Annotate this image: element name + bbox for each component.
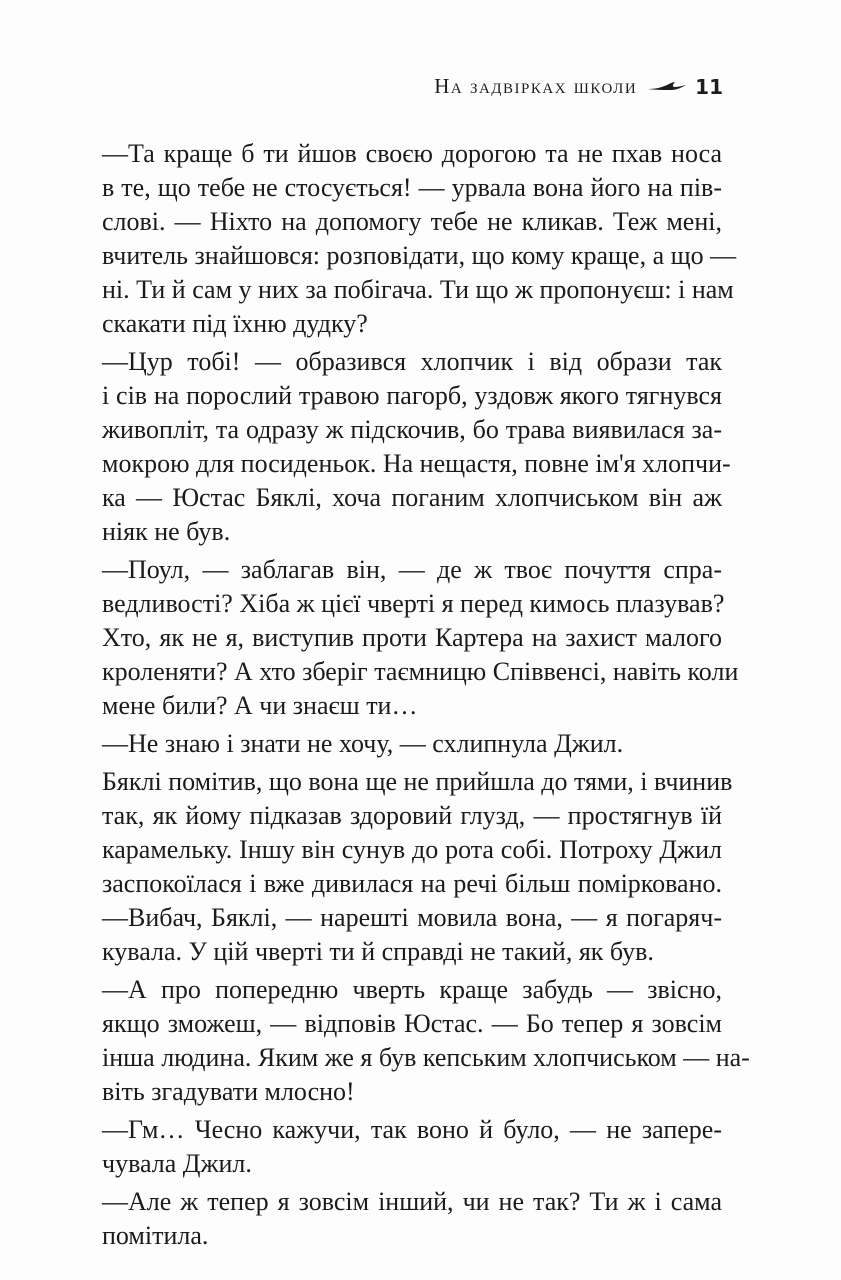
text-line: —А про попередню чверть краще забудь — звісно,: [102, 975, 722, 1004]
text-line: карамельку. Іншу він сунув до рота собі. Потроху Джил: [102, 835, 722, 864]
text-line: віть згадувати млосно!: [102, 1077, 355, 1106]
text-line: заспокоїлася і вже дивилася на речі більш поміркованo.: [102, 869, 722, 898]
text-line: скакати під їхню дудку?: [102, 309, 368, 338]
text-line: —Цур тобі! — образився хлопчик і від образи так: [102, 347, 722, 376]
text-line: слові. — Ніхто на допомогу тебе не кликав. Теж мені,: [102, 207, 722, 236]
text-line: Бяклі помітив, що вона ще не прийшла до тями, і вчинив: [102, 767, 733, 796]
text-line: —Гм… Чесно кажучи, так воно й було, — не запере-: [102, 1115, 722, 1144]
text-line: ка — Юстас Бяклі, хоча поганим хлопчиськом він аж: [102, 483, 722, 512]
text-line: кувала. У цій чверті ти й справді не такий, як був.: [102, 937, 654, 966]
text-line: помітила.: [102, 1221, 209, 1250]
chapter-title: На задвірках школи: [434, 74, 638, 98]
text-line: і сів на порослий травою пагорб, уздовж якого тягнувся: [102, 381, 722, 410]
text-line: вчитель знайшовся: розповідати, що кому краще, а що —: [102, 241, 737, 270]
text-line: живопліт, та одразу ж підскочив, бо трава виявилася за-: [102, 415, 722, 444]
text-line: мокрою для посиденьок. На нещастя, повне ім'я хлопчи-: [102, 449, 731, 478]
text-line: інша людина. Яким же я був кепським хлопчиськом — на-: [102, 1043, 750, 1072]
text-line: ніяк не був.: [102, 517, 231, 546]
text-line: кроленяти? А хто зберіг таємницю Співвенсі, навіть коли: [102, 657, 739, 686]
text-line: ведливості? Хіба ж цієї чверті я перед кимось плазував?: [102, 589, 725, 618]
text-line: мене били? А чи знаєш ти…: [102, 691, 418, 720]
text-line: —Та краще б ти йшов своєю дорогою та не пхав носа: [102, 139, 722, 168]
text-line: так, як йому підказав здоровий глузд, — простягнув їй: [102, 801, 722, 830]
text-line: —Поул, — заблагав він, — де ж твоє почуття спра-: [102, 555, 722, 584]
running-header: [434, 74, 723, 99]
text-line: ні. Ти й сам у них за побігача. Ти що ж пропонуєш: і нам: [102, 275, 734, 304]
body-text: [102, 137, 750, 1253]
text-line: —Не знаю і знати не хочу, — схлипнула Джил.: [102, 729, 624, 758]
text-line: Хто, як не я, виступив проти Картера на захист малого: [102, 623, 722, 652]
flying-bird-icon: [647, 80, 687, 94]
text-line: —Але ж тепер я зовсім інший, чи не так? Ти ж і сама: [102, 1187, 722, 1216]
text-line: в те, що тебе не стосується! — урвала вона його на пів-: [102, 173, 722, 202]
text-line: чувала Джил.: [102, 1149, 252, 1178]
page-number: 11: [695, 74, 723, 99]
text-line: якщо зможеш, — відповів Юстас. — Бо тепер я зовсім: [102, 1009, 722, 1038]
text-line: —Вибач, Бяклі, — нарешті мовила вона, — я погаряч-: [102, 903, 722, 932]
